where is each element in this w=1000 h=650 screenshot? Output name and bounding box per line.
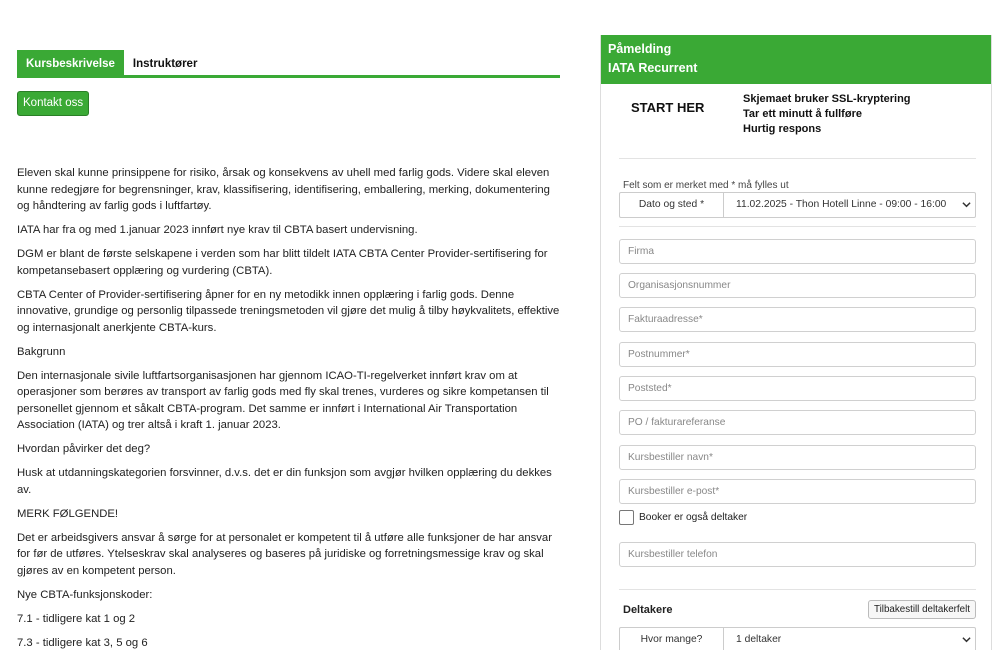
course-description [17,165,560,650]
booker-email-input[interactable]: Kursbestiller e-post* [619,479,976,504]
description-heading: Hvordan påvirker det deg? [17,443,151,455]
description-paragraph: DGM er blant de første selskapene i verden som har blitt tildelt IATA CBTA Center Provider-sertifisering for kompetansebasert opplæring og vurdering (CBTA). [17,248,548,277]
signup-title: Påmelding [608,42,672,56]
booker-phone-input[interactable]: Kursbestiller telefon [619,542,976,567]
ssl-line: Hurtig respons [743,123,822,135]
signup-panel [600,35,992,650]
booker-is-participant-checkbox[interactable] [619,510,634,525]
divider [619,589,976,590]
select-value [724,193,975,217]
org-number-input[interactable]: Organisasjonsnummer [619,273,976,298]
signup-header [601,35,991,84]
booker-name-input[interactable]: Kursbestiller navn* [619,445,976,470]
participant-count-select[interactable] [619,627,976,650]
contact-button[interactable]: Kontakt oss [17,91,89,116]
tab-course-description[interactable]: Kursbeskrivelse [17,50,124,75]
start-row [601,84,991,141]
start-here-label: START HER [631,100,705,115]
ssl-line: Tar ett minutt å fullføre [743,108,862,120]
description-paragraph: IATA har fra og med 1.januar 2023 innført nye krav til CBTA basert undervisning. [17,224,418,236]
function-code-item: 7.3 - tidligere kat 3, 5 og 6 [17,636,148,649]
description-heading: Bakgrunn [17,345,66,358]
course-name: IATA Recurrent [608,61,698,75]
reset-participants-button[interactable]: Tilbakestill deltakerfelt [868,600,976,619]
description-paragraph: Det er arbeidsgivers ansvar å sørge for at personalet er kompetent til å utføre alle funksjoner de har ansvar for før de utføres. Ytelseskrav skal analyseres og baseres på juridiske og forretningsmessige krav og skal gjøres av en kompetent person. [17,531,552,577]
company-input[interactable]: Firma [619,239,976,264]
ssl-line: Skjemaet bruker SSL-kryptering [743,93,911,105]
ssl-info [743,92,911,137]
tab-instructors[interactable]: Instruktører [132,58,198,70]
booker-is-participant[interactable] [619,510,747,525]
select-label: Dato og sted * [620,193,724,217]
description-paragraph: Eleven skal kunne prinsippene for risiko, årsak og konsekvens av uhell med farlig gods. Videre skal eleven kunne redegjøre for begrensninger, krav, klassifisering, identifisering, emballering, merking, dokumentering og håndtering av farlig gods i luftfartøy. [17,167,550,212]
date-location-select[interactable] [619,192,976,218]
invoice-address-input[interactable]: Fakturaadresse* [619,307,976,332]
divider [619,158,976,159]
select-value-text: 1 deltaker [736,634,782,645]
chevron-down-icon [962,635,971,644]
description-heading: MERK FØLGENDE! [17,507,119,520]
select-value-text: 11.02.2025 - Thon Hotell Linne - 09:00 - 16:00 [736,199,947,210]
description-paragraph: CBTA Center of Provider-sertifisering åpner for en ny metodikk innen opplæring i farlig gods. Denne innovative, grundige og personlig tilpassede treningsmetoden vil gjøre det mulig å tilby høykvalitets, effektive og internasjonalt anerkjente CBTA-kurs. [17,288,560,334]
po-reference-input[interactable]: PO / fakturareferanse [619,410,976,435]
select-value [724,628,975,650]
chevron-down-icon [962,200,971,209]
description-paragraph: Den internasjonale sivile luftfartsorganisasjonen har gjennom ICAO-TI-regelverket innført krav om at operasjoner som berøres av transport av farlig gods med fly skal trenes, vurderes og sikre kompetansen til personellet gjennom et såkalt CBTA-program. Det samme er innført i International Air Transportation Association (IATA) og trer altså i kraft 1. januar 2023. [17,369,549,431]
function-code-item: 7.1 - tidligere kat 1 og 2 [17,612,136,625]
required-note: Felt som er merket med * må fylles ut [623,180,789,191]
postal-code-input[interactable]: Postnummer* [619,342,976,367]
postal-city-input[interactable]: Poststed* [619,376,976,401]
participants-title: Deltakere [623,604,673,616]
checkbox-label: Booker er også deltaker [639,512,748,523]
course-content [17,50,560,649]
divider [619,226,976,227]
description-paragraph: Husk at utdanningskategorien forsvinner, d.v.s. det er din funksjon som avgjør hvilken opplæring du dekkes av. [17,467,552,496]
select-label: Hvor mange? [620,628,724,650]
description-heading: Nye CBTA-funksjonskoder: [17,588,153,601]
tab-bar [17,50,560,78]
